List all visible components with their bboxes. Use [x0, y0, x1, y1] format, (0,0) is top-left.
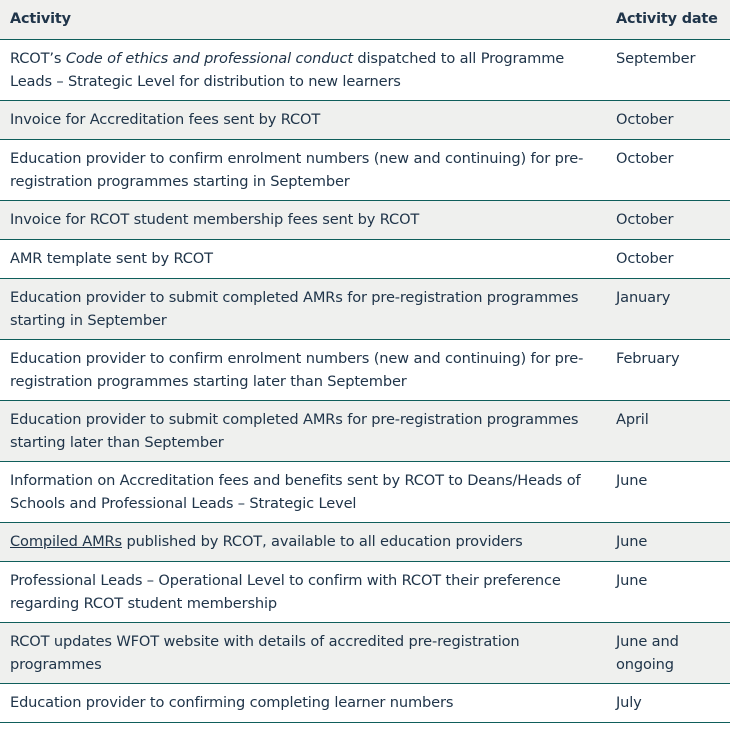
activity-cell: Education provider to confirming completing learner numbers — [0, 684, 607, 723]
activity-date-cell: October — [607, 201, 730, 240]
table-body — [0, 40, 730, 723]
activity-cell — [0, 40, 607, 101]
activity-cell: Invoice for Accreditation fees sent by RCOT — [0, 101, 607, 140]
activity-cell: RCOT updates WFOT website with details of accredited pre-registration programmes — [0, 623, 607, 684]
activity-cell: Education provider to confirm enrolment numbers (new and continuing) for pre-registration programmes starting later than September — [0, 340, 607, 401]
activity-cell: Education provider to confirm enrolment numbers (new and continuing) for pre-registration programmes starting in September — [0, 140, 607, 201]
activity-date-cell: February — [607, 340, 730, 401]
table-row — [0, 40, 730, 101]
table-row — [0, 201, 730, 240]
activity-date-cell: July — [607, 684, 730, 723]
activity-date-cell: June — [607, 462, 730, 523]
activity-date-cell: June — [607, 562, 730, 623]
activity-cell: Invoice for RCOT student membership fees sent by RCOT — [0, 201, 607, 240]
activity-date-cell: January — [607, 279, 730, 340]
activity-cell: Education provider to submit completed AMRs for pre-registration programmes starting in September — [0, 279, 607, 340]
code-of-ethics-title: Code of ethics and professional conduct — [65, 50, 353, 67]
table-row — [0, 101, 730, 140]
activity-text-prefix: RCOT’s — [10, 50, 66, 67]
column-header-activity-date: Activity date — [607, 0, 730, 40]
header-row — [0, 0, 730, 40]
table-row — [0, 279, 730, 340]
table-row — [0, 562, 730, 623]
compiled-amrs-link[interactable]: Compiled AMRs — [10, 533, 122, 550]
activity-cell: AMR template sent by RCOT — [0, 240, 607, 279]
column-header-activity: Activity — [0, 0, 607, 40]
activity-date-cell: October — [607, 140, 730, 201]
table-row — [0, 340, 730, 401]
activity-text-suffix: dispatched to all Programme Leads – Strategic Level for distribution to new learners — [10, 50, 565, 90]
activity-text-suffix: published by RCOT, available to all education providers — [121, 533, 523, 550]
table-row — [0, 462, 730, 523]
activity-date-cell: June and ongoing — [607, 623, 730, 684]
table-row — [0, 401, 730, 462]
table-row — [0, 523, 730, 562]
activity-date-cell: October — [607, 240, 730, 279]
table-header — [0, 0, 730, 40]
activity-cell: Professional Leads – Operational Level to confirm with RCOT their preference regarding RCOT student membership — [0, 562, 607, 623]
table-row — [0, 684, 730, 723]
table-row — [0, 140, 730, 201]
activity-cell: Information on Accreditation fees and benefits sent by RCOT to Deans/Heads of Schools and Professional Leads – Strategic Level — [0, 462, 607, 523]
activity-date-cell: June — [607, 523, 730, 562]
activity-date-cell: April — [607, 401, 730, 462]
table-row — [0, 623, 730, 684]
activity-cell: Education provider to submit completed AMRs for pre-registration programmes starting later than September — [0, 401, 607, 462]
table-row — [0, 240, 730, 279]
activity-date-cell: October — [607, 101, 730, 140]
activity-date-cell: September — [607, 40, 730, 101]
activity-cell — [0, 523, 607, 562]
